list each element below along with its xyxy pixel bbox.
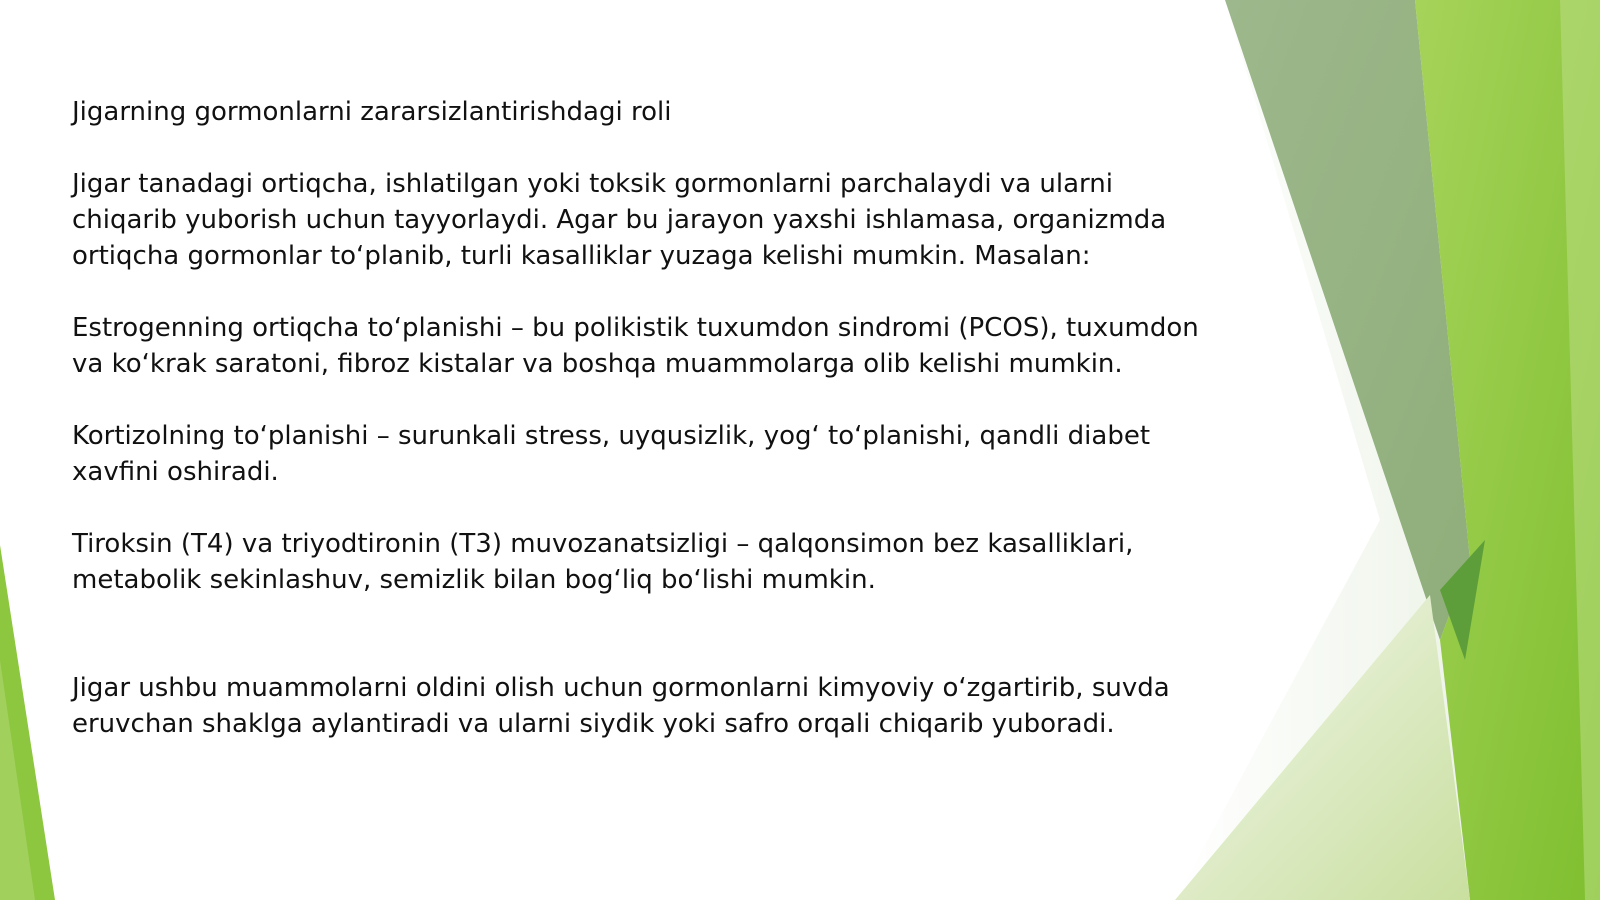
point-estrogen: Estrogenning ortiqcha to‘planishi – bu polikistik tuxumdon sindromi (PCOS), tuxumdon va ko‘krak saratoni, fibroz kistalar va boshqa muammolarga olib kelishi mumkin. xyxy=(72,313,1199,379)
point-thyroid: Tiroksin (T4) va triyodtironin (T3) muvozanatsizligi – qalqonsimon bez kasalliklari, metabolik sekinlashuv, semizlik bilan bog‘liq bo‘lishi mumkin. xyxy=(72,529,1134,595)
conclusion-paragraph: Jigar ushbu muammolarni oldini olish uchun gormonlarni kimyoviy o‘zgartirib, suvda eruvchan shaklga aylantiradi va ularni siydik yoki safro orqali chiqarib yuboradi. xyxy=(72,673,1170,739)
slide-title: Jigarning gormonlarni zararsizlantirishdagi roli xyxy=(72,97,672,127)
point-cortisol: Kortizolning to‘planishi – surunkali stress, uyqusizlik, yog‘ to‘planishi, qandli diabet xavfini oshiradi. xyxy=(72,421,1151,487)
intro-paragraph: Jigar tanadagi ortiqcha, ishlatilgan yoki toksik gormonlarni parchalaydi va ularni chiqarib yuborish uchun tayyorlaydi. Agar bu jarayon yaxshi ishlamasa, organizmda ortiqcha gormonlar to‘planib, turli kasalliklar yuzaga kelishi mumkin. Masalan: xyxy=(72,169,1167,271)
slide-text-body xyxy=(72,94,1202,742)
